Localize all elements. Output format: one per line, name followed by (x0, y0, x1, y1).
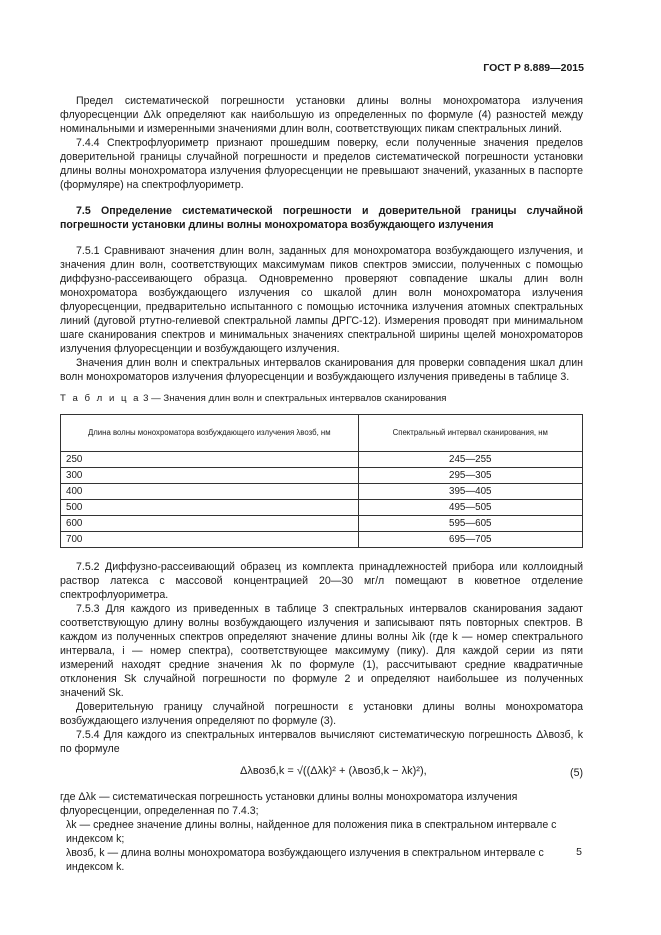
paragraph-7-5-3: 7.5.3 Для каждого из приведенных в таблице 3 спектральных интервалов сканирования задают соответствующую длину волны возбуждающего излучения и записывают пять повторных спектров. В каждом из полученных спектров определяют значение длины волны λik (где k — номер спектрального интервала, i — номер спектра), соответствующее максимуму (пику). Для каждой серии из пяти измерений находят средние значения λk по формуле (1), рассчитывают средние квадратичные отклонения Sk случайной погрешности по формуле 2 и определяют наибольшее из полученных значений Sk. (60, 603, 583, 699)
paragraph-7-4-4: 7.4.4 Спектрофлуориметр признают прошедшим поверку, если полученные значения пределов доверительной границы случайной погрешности и пределов систематической погрешности установки длины волны монохроматора излучения флуоресценции не превышают значений, указанных в паспорте (формуляре) на спектрофлуориметр. (60, 137, 583, 191)
table-row (61, 452, 583, 468)
table-caption-text: 3 — Значения длин волн и спектральных интервалов сканирования (140, 393, 447, 404)
page-content (60, 94, 583, 874)
definition-item: λk — среднее значение длины волны, найденное для положения пика в спектральном интервале с индексом k; (66, 819, 557, 845)
table-row (61, 468, 583, 484)
table-caption (60, 392, 583, 406)
section-7-5-title: 7.5 Определение систематической погрешности и доверительной границы случайной погрешности установки длины волны монохроматора возбуждающего излучения (60, 205, 583, 231)
table-cell: 600 (61, 516, 359, 532)
table-cell: 595—605 (358, 516, 582, 532)
table-cell: 695—705 (358, 532, 582, 548)
table-cell: 500 (61, 500, 359, 516)
paragraph-7-5-1-table-ref: Значения длин волн и спектральных интервалов сканирования для проверки совпадения шкал длин волн монохроматоров излучения флуоресценции и возбуждающего излучения приведены в таблице 3. (60, 357, 583, 383)
table-cell: 700 (61, 532, 359, 548)
definition-item: λвозб, k — длина волны монохроматора возбуждающего излучения в спектральном интервале с индексом k. (66, 847, 544, 873)
table-cell: 395—405 (358, 484, 582, 500)
formula-5 (60, 760, 583, 786)
table-row (61, 484, 583, 500)
wavelength-table (60, 414, 583, 548)
formula-number: (5) (570, 767, 583, 779)
table-header-row (61, 415, 583, 452)
table-caption-prefix: Т а б л и ц а (60, 393, 141, 404)
table-row (61, 532, 583, 548)
paragraph-7-5-4: 7.5.4 Для каждого из спектральных интервалов вычисляют систематическую погрешность Δλвозб, k по формуле (60, 729, 583, 755)
table-header-wavelength: Длина волны монохроматора возбуждающего излучения λвозб, нм (61, 415, 359, 452)
formula-expression: Δλвозб,k = √((Δλk)² + (λвозб,k − λk)²), (240, 765, 427, 777)
table-cell: 250 (61, 452, 359, 468)
page-number: 5 (576, 846, 582, 858)
table-cell: 295—305 (358, 468, 582, 484)
table-cell: 245—255 (358, 452, 582, 468)
paragraph-7-5-3-confidence: Доверительную границу случайной погрешности ε установки длины волны монохроматора возбуждающего излучения определяют по формуле (3). (60, 701, 583, 727)
paragraph-7-5-1: 7.5.1 Сравнивают значения длин волн, заданных для монохроматора возбуждающего излучения, и значения длин волн, соответствующих максимумам пиков спектров эмиссии, полученных с помощью диффузно-рассеивающего образца. Одновременно проверяют совпадение шкалы длин волн монохроматора возбуждающего излучения со шкалой длин волн монохроматора излучения флуоресценции, предварительно испытанного с помощью источника излучения атомных спектральных линий (дуговой ртутно-гелиевой спектральной лампы ДРГС-12). Измерения проводят при минимальном шаге сканирования спектров и минимальных значениях спектральной ширины щелей монохроматоров излучения флуоресценции и возбуждающего излучения. (60, 245, 583, 355)
definitions-list (60, 790, 583, 874)
paragraph-7-5-2: 7.5.2 Диффузно-рассеивающий образец из комплекта принадлежностей прибора или коллоидный раствор латекса с массовой концентрацией 20—30 мг/л помещают в кюветное отделение спектрофлуориметра. (60, 561, 583, 601)
table-cell: 300 (61, 468, 359, 484)
paragraph-systematic-error: Предел систематической погрешности установки длины волны монохроматора излучения флуоресценции Δλk определяют как наибольшую из определенных по формуле (4) разностей между номинальными и измеренными значениями длин волн, соответствующих пикам спектральных линий. (60, 95, 583, 135)
table-cell: 495—505 (358, 500, 582, 516)
definition-item: где Δλk — систематическая погрешность установки длины волны монохроматора излучения флуоресценции, определенная по 7.4.3; (60, 791, 518, 817)
table-header-interval: Спектральный интервал сканирования, нм (358, 415, 582, 452)
table-row (61, 500, 583, 516)
table-cell: 400 (61, 484, 359, 500)
table-row (61, 516, 583, 532)
document-header: ГОСТ Р 8.889—2015 (483, 62, 584, 74)
